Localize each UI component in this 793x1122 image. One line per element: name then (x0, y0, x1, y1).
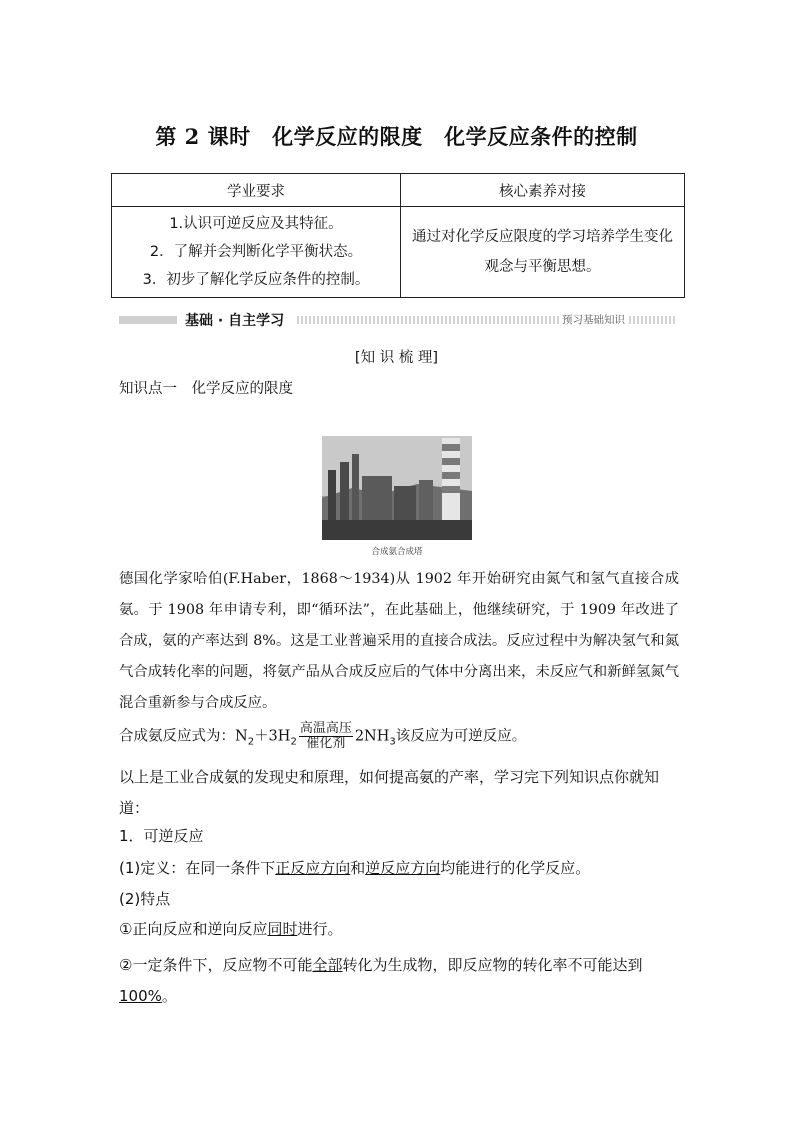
table-header-requirements: 学业要求 (112, 174, 401, 207)
point-one-title: 知识点一 化学反应的限度 (119, 381, 293, 397)
f1-suffix: 进行。 (297, 920, 343, 938)
feature-one (119, 919, 342, 939)
knowledge-header: [知 识 梳 理] (354, 350, 439, 366)
equation-h2-sub: 2 (290, 736, 297, 748)
def-suffix: 均能进行的化学反应。 (440, 859, 591, 877)
f2-all: 全部 (312, 956, 343, 974)
section-bar (119, 313, 681, 327)
intro-text: 以上是工业合成氨的发现史和原理，如何提高氨的产率，学习完下列知识点你就知道： (119, 768, 660, 817)
reaction-conditions (299, 722, 353, 751)
def-forward: 正反应方向 (275, 859, 351, 877)
f1-prefix: ①正向反应和逆向反应 (119, 920, 268, 938)
table-header-core: 核心素养对接 (401, 174, 685, 207)
history-paragraph: 德国化学家哈伯(F.Haber，1868～1934)从 1902 年开始研究由氮气和氢气直接合成氨。于 1908 年申请专利，即“循环法”，在此基础上，他继续研究，于 1909 年改进了合成，氨的产率达到 8%。这是工业普遍采用的直接合成法。反应过程中为解决氢气和氮气合成转化率的问题，将氨产品从合成反应后的气体中分离出来，未反应气和新鲜氢氮气混合重新参与合成反应。 (119, 571, 679, 711)
f1-simultaneous: 同时 (267, 920, 298, 938)
equation-n2-sub: 2 (247, 736, 255, 748)
definition-line (119, 858, 590, 878)
requirements-cell (112, 207, 401, 298)
features-heading: (2)特点 (119, 890, 171, 908)
equation-prefix: 合成氨反应式为： (119, 728, 235, 745)
image-caption: 合成氨合成塔 (371, 547, 423, 557)
requirement-item: 3．初步了解化学反应条件的控制。 (142, 272, 370, 288)
equation-n2: N (235, 728, 248, 745)
equation-line (119, 722, 526, 752)
requirement-item: 1.认识可逆反应及其特征。 (169, 216, 343, 232)
equation-h2: ＋3H (254, 728, 291, 745)
section-bar-right-label: 预习基础知识 (559, 312, 628, 327)
feature-two (119, 950, 681, 1012)
f2-suffix: 转化为生成物，即反应物的转化率不可能达到 (342, 956, 643, 974)
def-prefix: (1)定义：在同一条件下 (119, 859, 276, 877)
f2-percent: 100% (119, 987, 162, 1005)
section-bar-label: 基础 · 自主学习 (181, 310, 288, 330)
condition-top: 高温高压 (299, 721, 352, 736)
def-mid: 和 (350, 859, 366, 877)
page-title: 第 2 课时 化学反应的限度 化学反应条件的控制 (155, 124, 638, 149)
f2-end: 。 (161, 987, 177, 1005)
reversible-heading: 1．可逆反应 (119, 827, 204, 845)
condition-bottom: 催化剂 (306, 736, 346, 751)
requirement-item: 2．了解并会判断化学平衡状态。 (149, 244, 363, 260)
core-literacy-cell: 通过对化学反应限度的学习培养学生变化观念与平衡思想。 (401, 207, 685, 298)
equation-nh3-sub: 3 (389, 736, 396, 748)
ammonia-plant-photo (322, 436, 472, 540)
equation-suffix: 该反应为可逆反应。 (395, 728, 527, 745)
f2-prefix: ②一定条件下，反应物不可能 (119, 956, 313, 974)
def-reverse: 逆反应方向 (365, 859, 441, 877)
requirements-table (111, 173, 685, 298)
equation-nh3: 2NH (354, 728, 390, 745)
